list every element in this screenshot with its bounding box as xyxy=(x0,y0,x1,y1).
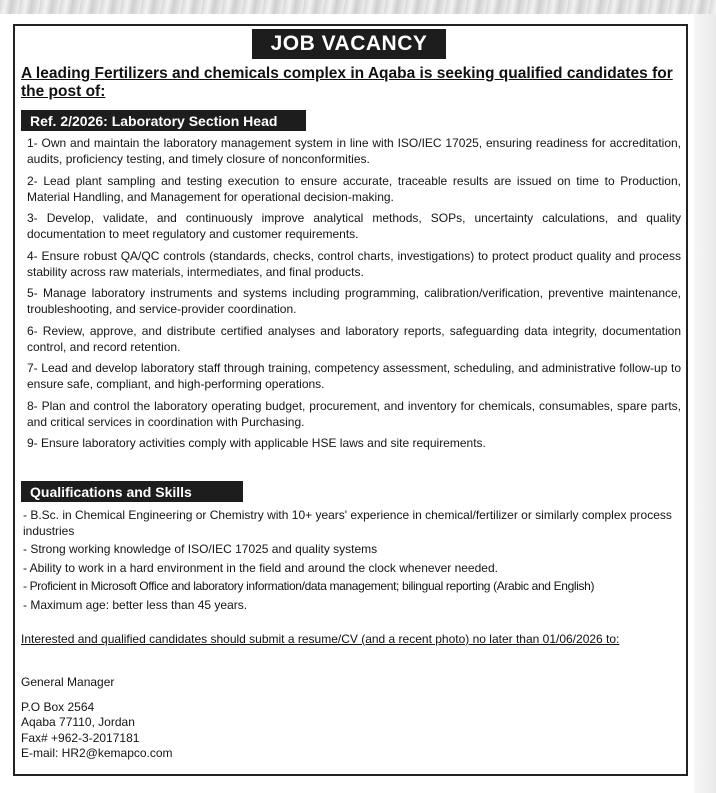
duties-list xyxy=(27,135,681,457)
contact-email: E-mail: HR2@kemapco.com xyxy=(21,746,173,761)
headline: A leading Fertilizers and chemicals complex in Aqaba is seeking qualified candidates for the post of: xyxy=(21,65,673,100)
page-gutter xyxy=(694,14,716,793)
qualification-item: - Strong working knowledge of ISO/IEC 17025 and quality systems xyxy=(23,542,378,556)
submission-instructions: Interested and qualified candidates should submit a resume/CV (and a recent photo) no later than 01/06/2026 to: xyxy=(21,632,620,646)
qualification-item: - Proficient in Microsoft Office and laboratory information/data management; bilingual reporting (Arabic and English) xyxy=(23,579,595,593)
decorative-header-strip xyxy=(0,0,716,14)
qualifications-list xyxy=(23,508,683,616)
contact-recipient: General Manager xyxy=(21,675,115,689)
position-ref-label: Ref. 2/2026: Laboratory Section Head xyxy=(30,112,278,129)
contact-po-box: P.O Box 2564 xyxy=(21,699,95,714)
duty-item: 8- Plan and control the laboratory operating budget, procurement, and inventory for chemicals, consumables, spare parts, and critical services in coordination with Purchasing. xyxy=(27,398,681,429)
duty-item: 5- Manage laboratory instruments and systems including programming, calibration/verification, preventive maintenance, troubleshooting, and service-provider coordination. xyxy=(27,286,681,316)
duty-item: 3- Develop, validate, and continuously improve analytical methods, SOPs, uncertainty calculations, and quality documentation to meet regulatory and customer requirements. xyxy=(27,211,681,241)
duty-item: 9- Ensure laboratory activities comply with applicable HSE laws and site requirements. xyxy=(27,436,486,450)
qualifications-bar xyxy=(21,481,243,502)
duty-item: 6- Review, approve, and distribute certified analyses and laboratory reports, safeguarding data integrity, documentation control, and record retention. xyxy=(27,323,681,354)
contact-block xyxy=(21,675,321,762)
qualification-item: - Ability to work in a hard environment in the field and around the clock whenever needed. xyxy=(23,560,498,575)
qualification-item: - Maximum age: better less than 45 years. xyxy=(23,597,248,612)
contact-fax: Fax# +962-3-2017181 xyxy=(21,730,140,745)
vacancy-title: JOB VACANCY xyxy=(252,29,446,59)
duty-item: 2- Lead plant sampling and testing execution to ensure accurate, traceable results are issued on time to Production, Material Handling, and Management for operational decision-making. xyxy=(27,173,681,204)
contact-city: Aqaba 77110, Jordan xyxy=(21,715,135,730)
qualification-item: - B.Sc. in Chemical Engineering or Chemistry with 10+ years' experience in chemical/fertilizer or similarly complex process industries xyxy=(23,508,672,538)
qualifications-title: Qualifications and Skills xyxy=(30,483,192,500)
duty-item: 7- Lead and develop laboratory staff through training, competency assessment, scheduling, and administrative follow-up to ensure safe, compliant, and high-performing operations. xyxy=(27,361,681,391)
position-ref-bar xyxy=(21,110,306,131)
duty-item: 4- Ensure robust QA/QC controls (standards, checks, control charts, investigations) to protect product quality and process stability across raw materials, intermediates, and final products. xyxy=(27,248,681,279)
duty-item: 1- Own and maintain the laboratory management system in line with ISO/IEC 17025, ensuring readiness for accreditation, audits, proficiency testing, and timely closure of nonconformities. xyxy=(27,136,681,166)
